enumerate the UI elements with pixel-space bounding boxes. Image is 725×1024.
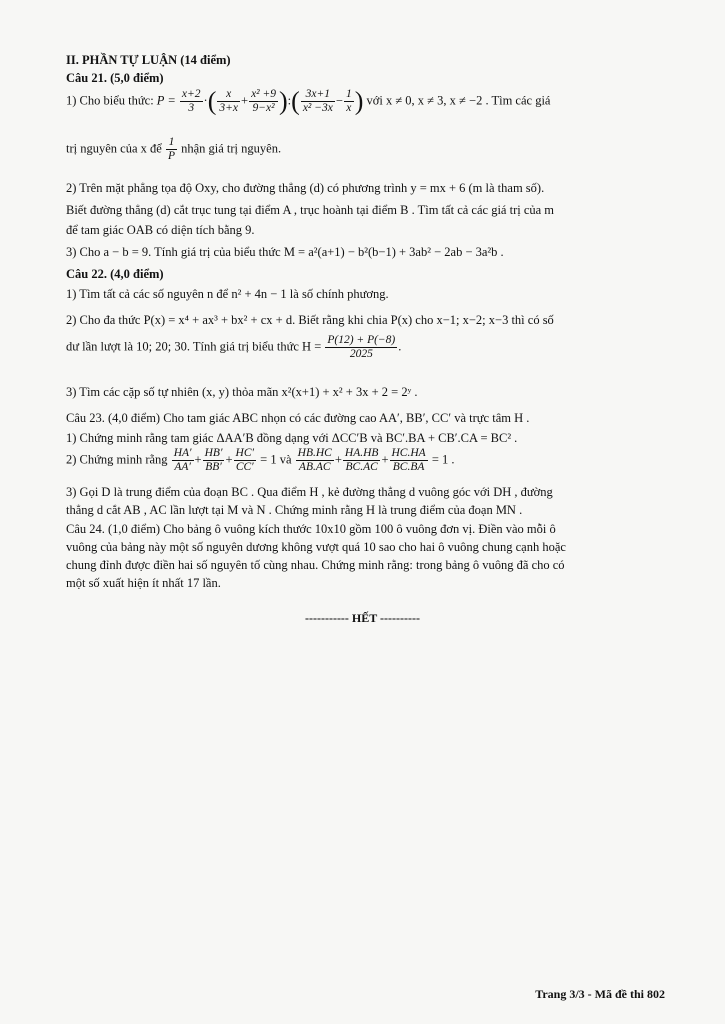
q23-part1: 1) Chứng minh rằng tam giác ΔAA′B đồng dạng với ΔCC′B và BC′.BA + CB′.CA = BC² . bbox=[66, 431, 518, 445]
q24-line3: chung đỉnh được điền hai số nguyên tố cùng nhau. Chứng minh rằng: trong bảng ô vuông đã cho có bbox=[66, 558, 565, 572]
fraction: $\frac{x+2}{3}$ bbox=[181, 88, 201, 115]
q22-part3: 3) Tìm các cặp số tự nhiên (x, y) thỏa mãn x²(x+1) + x² + 3x + 2 = 2ʸ . bbox=[66, 385, 418, 399]
q22-part1: 1) Tìm tất cả các số nguyên n để n² + 4n − 1 là số chính phương. bbox=[66, 287, 389, 301]
section-title: II. PHẦN TỰ LUẬN (14 điểm) bbox=[66, 53, 231, 67]
fraction: $\frac{HA'}{AA'}$ bbox=[173, 447, 192, 474]
q24-line1: Câu 24. (1,0 điểm) Cho bảng ô vuông kích thước 10x10 gồm 100 ô vuông đơn vị. Điền vào mỗi ô bbox=[66, 522, 556, 536]
q22-part2-line2: dư lần lượt là 10; 20; 30. Tính giá trị biểu thức H = $\frac{P(12) + P(-8)}{2025}$ . bbox=[66, 334, 402, 361]
q24-line4: một số xuất hiện ít nhất 17 lần. bbox=[66, 576, 221, 590]
q21-part2-line3: để tam giác OAB có diện tích bằng 9. bbox=[66, 223, 255, 237]
fraction: $\frac{1}{P}$ bbox=[167, 136, 175, 163]
fraction: $\frac{P(12) + P(-8)}{2025}$ bbox=[327, 334, 396, 361]
q21-part2-line1: 2) Trên mặt phẳng tọa độ Oxy, cho đường thẳng (d) có phương trình y = mx + 6 (m là tham số). bbox=[66, 181, 545, 195]
fraction: $\frac{HC.HA}{BC.BA}$ bbox=[391, 447, 426, 474]
q23-part3-line2: thẳng d cắt AB , AC lần lượt tại M và N . Chứng minh rằng H là trung điểm của đoạn MN . bbox=[66, 503, 523, 517]
q21-part1-expression: 1) Cho biểu thức: P = $\frac{x+2}{3}$ ·( $\frac{x}{3+x}$ + $\frac{\text{x² +9}}{\text{9−x²}}$ ):( $\frac{3x+1}{\text{x² −3x}}$ − $\frac{1}{x}$ ) với x ≠ 0, x ≠ 3, x ≠ −2 . Tìm các giá bbox=[66, 86, 551, 116]
q22-heading: Câu 22. (4,0 điểm) bbox=[66, 267, 164, 281]
fraction: $\frac{1}{x}$ bbox=[345, 88, 352, 115]
q22-part2-line1: 2) Cho đa thức P(x) = x⁴ + ax³ + bx² + cx + d. Biết rằng khi chia P(x) cho x−1; x−2; x−3 thì có số bbox=[66, 313, 554, 327]
fraction: $\frac{\text{x² +9}}{\text{9−x²}}$ bbox=[251, 88, 276, 115]
fraction: $\frac{HA.HB}{BC.AC}$ bbox=[344, 447, 379, 474]
q24-line2: vuông của bảng này một số nguyên dương không vượt quá 10 sao cho hai ô vuông chung cạnh hoặc bbox=[66, 540, 566, 554]
q21-part1-line2: trị nguyên của x để $\frac{1}{P}$ nhận giá trị nguyên. bbox=[66, 136, 282, 163]
fraction: $\frac{HC'}{CC'}$ bbox=[235, 447, 255, 474]
fraction: $\frac{3x+1}{\text{x² −3x}}$ bbox=[302, 88, 333, 115]
q23-heading: Câu 23. (4,0 điểm) Cho tam giác ABC nhọn có các đường cao AA′, BB′, CC′ và trực tâm H . bbox=[66, 411, 530, 425]
fraction: $\frac{HB.HC}{AB.AC}$ bbox=[297, 447, 332, 474]
q23-part3-line1: 3) Gọi D là trung điểm của đoạn BC . Qua điểm H , kẻ đường thẳng d vuông góc với DH , đường bbox=[66, 485, 553, 499]
page-footer: Trang 3/3 - Mã đề thi 802 bbox=[535, 987, 665, 1001]
q21-part3: 3) Cho a − b = 9. Tính giá trị của biểu thức M = a²(a+1) − b²(b−1) + 3ab² − 2ab − 3a²b . bbox=[66, 245, 504, 259]
q21-part2-line2: Biết đường thẳng (d) cắt trục tung tại điểm A , trục hoành tại điểm B . Tìm tất cả các giá trị của m bbox=[66, 203, 555, 217]
q21-heading: Câu 21. (5,0 điểm) bbox=[66, 71, 164, 85]
fraction: $\frac{x}{3+x}$ bbox=[219, 88, 238, 115]
end-marker: ----------- HẾT ---------- bbox=[304, 611, 421, 625]
q23-part2: 2) Chứng minh rằng $\frac{HA'}{AA'}$ + $\frac{HB'}{BB'}$ + $\frac{HC'}{CC'}$ = 1 và $\frac{HB.HC}{AB.AC}$ + $\frac{HA.HB}{BC.AC}$ + $\frac{HC.HA}{BC.BA}$ = 1 . bbox=[66, 447, 455, 474]
fraction: $\frac{HB'}{BB'}$ bbox=[204, 447, 223, 474]
